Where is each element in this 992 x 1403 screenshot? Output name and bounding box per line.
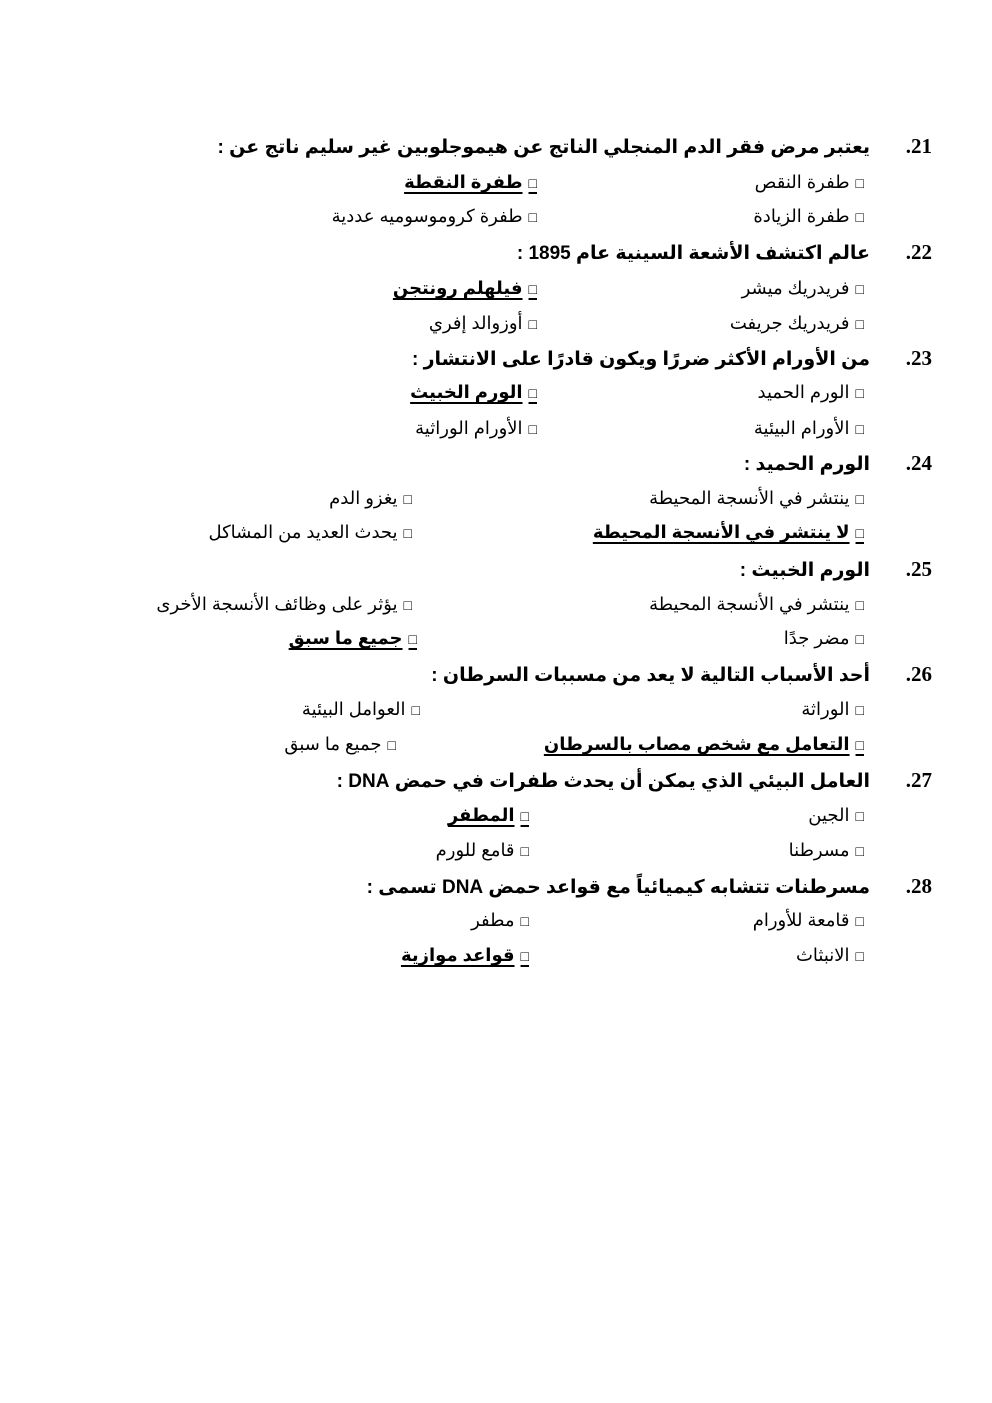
checkbox-icon[interactable]: □ [408,631,417,647]
question-text: يعتبر مرض فقر الدم المنجلي الناتج عن هيموجلوبين غير سليم ناتج عن : [217,137,870,158]
option-22-a[interactable]: □فريدريك ميشر [741,278,864,298]
checkbox-icon[interactable]: □ [855,843,864,859]
option-27-c[interactable]: □مسرطنا [788,840,864,860]
option-26-d[interactable]: □جميع ما سبق [284,734,396,754]
option-27-a[interactable]: □الجين [808,805,864,825]
option-24-c[interactable]: □لا ينتشر في الأنسجة المحيطة [592,522,864,542]
question-text: الورم الخبيث : [739,560,870,581]
checkbox-icon[interactable]: □ [528,209,537,225]
checkbox-icon[interactable]: □ [403,491,412,507]
option-26-b[interactable]: □العوامل البيئية [301,699,420,719]
option-21-b[interactable]: □طفرة النقطة [404,172,537,192]
question-text: أحد الأسباب التالية لا يعد من مسببات السرطان : [431,665,870,686]
question-26 [431,662,932,687]
option-22-c[interactable]: □فريدريك جريفت [729,313,864,333]
checkbox-icon[interactable]: □ [855,525,864,541]
question-number: 27. [905,768,932,792]
option-23-c[interactable]: □الأورام البيئية [753,418,864,438]
checkbox-icon[interactable]: □ [528,385,537,401]
option-26-a[interactable]: □الوراثة [801,699,864,719]
checkbox-icon[interactable]: □ [855,631,864,647]
option-22-b[interactable]: □فيلهلم رونتجن [392,278,537,298]
checkbox-icon[interactable]: □ [855,702,864,718]
option-25-d[interactable]: □جميع ما سبق [288,628,417,648]
checkbox-icon[interactable]: □ [528,175,537,191]
option-23-a[interactable]: □الورم الحميد [757,382,864,402]
checkbox-icon[interactable]: □ [520,948,529,964]
option-24-d[interactable]: □يحدث العديد من المشاكل [208,522,412,542]
option-21-a[interactable]: □طفرة النقص [754,172,864,192]
option-25-a[interactable]: □ينتشر في الأنسجة المحيطة [649,594,864,614]
question-text: من الأورام الأكثر ضررًا ويكون قادرًا على الانتشار : [412,349,870,370]
checkbox-icon[interactable]: □ [855,209,864,225]
checkbox-icon[interactable]: □ [387,737,396,753]
option-25-c[interactable]: □مضر جدًا [783,628,864,648]
option-27-b[interactable]: □المطفر [447,805,529,825]
option-26-c[interactable]: □التعامل مع شخص مصاب بالسرطان [543,734,864,754]
option-21-d[interactable]: □طفرة كروموسوميه عددية [331,206,537,226]
question-text: عالم اكتشف الأشعة السينية عام 1895 : [516,243,870,264]
option-23-b[interactable]: □الورم الخبيث [410,382,537,402]
checkbox-icon[interactable]: □ [528,421,537,437]
question-text: الورم الحميد : [743,454,870,475]
checkbox-icon[interactable]: □ [855,491,864,507]
option-28-b[interactable]: □مطفر [471,910,529,930]
option-28-c[interactable]: □الانبثاث [795,945,864,965]
checkbox-icon[interactable]: □ [411,702,420,718]
option-23-d[interactable]: □الأورام الوراثية [415,418,537,438]
question-21 [218,134,933,159]
checkbox-icon[interactable]: □ [855,175,864,191]
question-text: مسرطنات تتشابه كيميائياً مع قواعد حمض DNA تسمى : [366,877,870,898]
question-23 [412,346,932,371]
checkbox-icon[interactable]: □ [855,421,864,437]
question-24 [744,451,932,476]
question-text: العامل البيئي الذي يمكن أن يحدث طفرات في حمض DNA : [336,771,870,792]
checkbox-icon[interactable]: □ [520,808,529,824]
checkbox-icon[interactable]: □ [403,597,412,613]
question-27 [337,768,932,793]
checkbox-icon[interactable]: □ [855,913,864,929]
checkbox-icon[interactable]: □ [855,281,864,297]
question-number: 22. [905,240,932,264]
option-27-d[interactable]: □قامع للورم [435,840,529,860]
checkbox-icon[interactable]: □ [520,913,529,929]
checkbox-icon[interactable]: □ [855,737,864,753]
checkbox-icon[interactable]: □ [855,808,864,824]
option-28-d[interactable]: □قواعد موازية [400,945,529,965]
question-number: 25. [905,557,932,581]
checkbox-icon[interactable]: □ [855,316,864,332]
question-22 [517,240,932,265]
option-25-b[interactable]: □يؤثر على وظائف الأنسجة الأخرى [156,594,412,614]
question-number: 21. [905,134,932,158]
option-22-d[interactable]: □أوزوالد إفري [428,313,537,333]
checkbox-icon[interactable]: □ [528,281,537,297]
option-24-a[interactable]: □ينتشر في الأنسجة المحيطة [649,488,864,508]
checkbox-icon[interactable]: □ [855,597,864,613]
option-24-b[interactable]: □يغزو الدم [329,488,412,508]
question-number: 24. [905,451,932,475]
checkbox-icon[interactable]: □ [855,385,864,401]
question-number: 26. [905,662,932,686]
checkbox-icon[interactable]: □ [855,948,864,964]
checkbox-icon[interactable]: □ [520,843,529,859]
option-21-c[interactable]: □طفرة الزيادة [753,206,864,226]
question-number: 28. [905,874,932,898]
checkbox-icon[interactable]: □ [528,316,537,332]
question-25 [740,557,932,582]
question-number: 23. [905,346,932,370]
question-28 [367,874,932,899]
checkbox-icon[interactable]: □ [403,525,412,541]
option-28-a[interactable]: □قامعة للأورام [752,910,864,930]
